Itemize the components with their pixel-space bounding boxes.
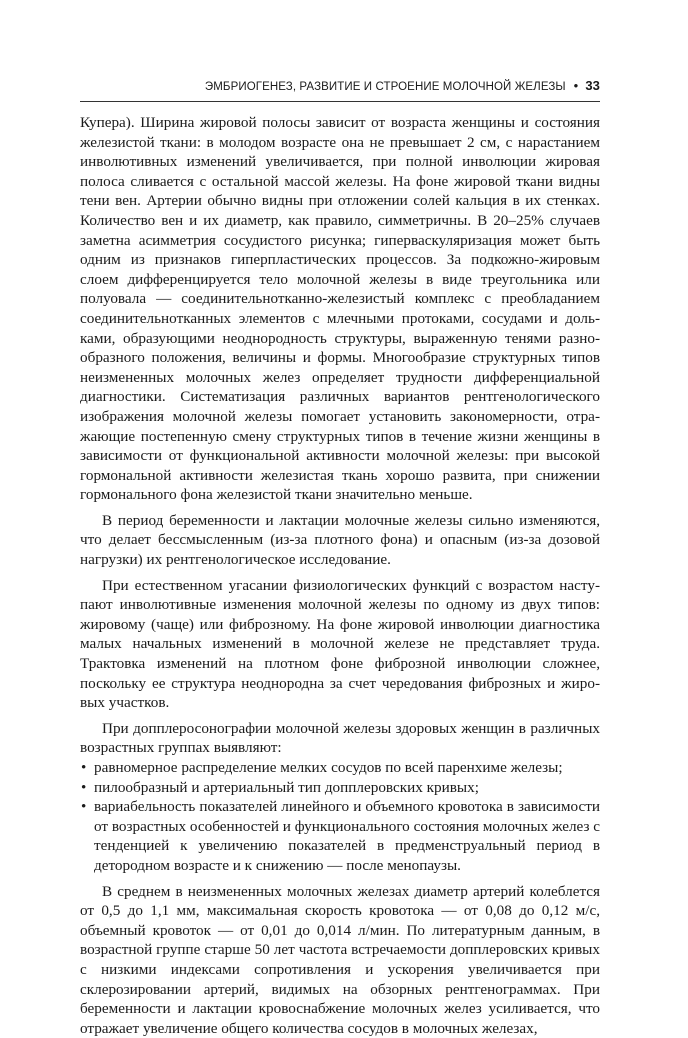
list-item: • равномерное распределение мелких сосудов по всей паренхиме железы; xyxy=(80,758,600,778)
paragraph-2: В период беременности и лактации молочные железы сильно изменяются, что делает бессмысленным (из-за плотного фона) и опасным (из-за дозовой нагрузки) их рентгенологическое исследование. xyxy=(80,511,600,569)
header-bullet: • xyxy=(573,78,579,93)
list-item: • пилообразный и артериальный тип допплеровских кривых; xyxy=(80,778,600,798)
running-title: ЭМБРИОГЕНЕЗ, РАЗВИТИЕ И СТРОЕНИЕ МОЛОЧНОЙ ЖЕЛЕЗЫ xyxy=(204,81,566,93)
page-body xyxy=(80,113,600,1038)
running-header xyxy=(80,78,600,100)
paragraph-3: При естественном угасании физиологических функций с возрастом наступают инволютивные изменения молочной железы по одному из двух типов: жировому (чаще) или фиброзному. На фоне жировой инволюции диагностика малых начальных изменений в молочной железе не представляет труда. Трактовка изменений на плотном фоне фиброзной инволюции сложнее, поскольку ее структура неоднородна за счет чередования фиброзных и жировых участков. xyxy=(80,576,600,712)
findings-list xyxy=(80,758,600,876)
paragraph-1: Купера). Ширина жировой полосы зависит от возраста женщины и состояния железистой ткани: в молодом возрасте она не превышает 2 см, с нарастанием инволютивных изменений увеличивается, при полной инволюции жировая полоса сливается с остальной массой железы. На фоне жировой ткани видны тени вен. Артерии обычно видны при отложении солей кальция в их стенках. Количество вен и их диаметр, как правило, симметричны. В 20–25% случаев заметна асимметрия сосудистого рисунка; гиперваскуляризация может быть одним из признаков гиперпластических процессов. За подкожно-жировым слоем дифференцируется тело молочной железы в виде треугольника или полуовала — соединительнотканно-железистый комплекс с преобладанием соединительнотканных элементов с млечными протоками, сосудами и дольками, образующими неоднородность структуры, выраженную тенями разнообразного положения, величины и формы. Многообразие структурных типов неизмененных молочных желез определяет трудности дифференциальной диагностики. Систематизация различных вариантов рентгенологического изображения молочной железы помогает установить закономерности, отражающие постепенную смену структурных типов в течение жизни женщины в зависимости от функциональной активности молочной железы: при высокой гормональной активности железистая ткань хорошо развита, при снижении гормонального фона железистой ткани значительно меньше. xyxy=(80,114,600,504)
header-rule xyxy=(80,101,600,102)
page-number: 33 xyxy=(585,78,600,93)
paragraph-5: В среднем в неизмененных молочных железах диаметр артерий колеблется от 0,5 до 1,1 мм, максимальная скорость кровотока — от 0,08 до 0,12 м/с, объемный кровоток — от 0,01 до 0,014 л/мин. По литературным данным, в возрастной группе старше 50 лет частота встречаемости допплеровских кривых с низкими индексами сопротивления и ускорения увеличивается при склерозировании артерий, видимых на обзорных рентгенограммах. При беременности и лактации кровоснабжение молочных желез усиливается, что отражает увеличение общего количества сосудов в молочных железах, xyxy=(80,882,600,1037)
paragraph-4: При допплеросонографии молочной железы здоровых женщин в различных возрастных группах выявляют: xyxy=(80,719,600,757)
list-item: • вариабельность показателей линейного и объемного кровотока в зависимости от возрастных особенностей и функционального состояния молочных желез с тенденцией к увеличению показателей в предменструальный период в детородном возрасте и к снижению — после менопаузы. xyxy=(80,797,600,875)
